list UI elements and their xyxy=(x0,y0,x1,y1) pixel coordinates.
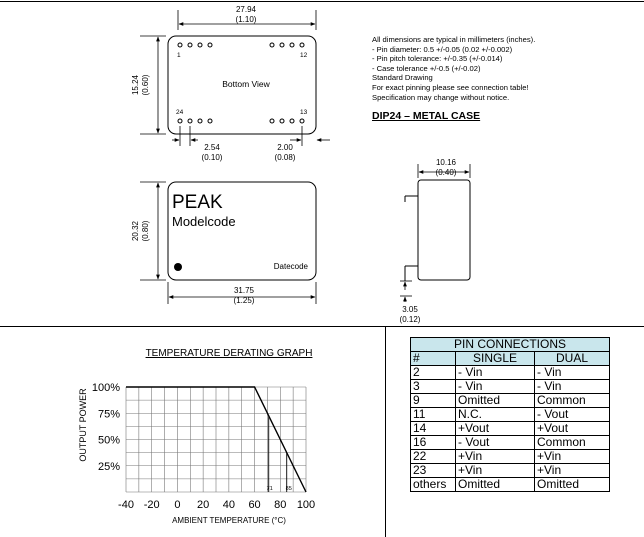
dual-value: Common xyxy=(535,394,610,408)
pitch-mm-label: 2.54 xyxy=(204,143,220,152)
graph-grid xyxy=(126,387,306,492)
table-row xyxy=(411,394,610,408)
marker-71-label: 71 xyxy=(266,486,273,492)
width-in-label: (1.10) xyxy=(235,15,257,24)
table-row xyxy=(411,422,610,436)
case-title: DIP24 – METAL CASE xyxy=(372,110,481,122)
pin-connections-table xyxy=(410,337,610,492)
case-width-in-label: (1.25) xyxy=(233,296,255,305)
single-value: Omitted xyxy=(456,394,535,408)
graph-title: TEMPERATURE DERATING GRAPH xyxy=(145,348,313,359)
pin-13-label: 13 xyxy=(300,109,308,116)
marker-85-label: 85 xyxy=(285,486,292,492)
dual-value: +Vout xyxy=(535,422,610,436)
pin-number: 14 xyxy=(411,422,456,436)
single-value: Omitted xyxy=(456,478,535,492)
case-height-in-label: (0.80) xyxy=(141,220,150,242)
pin-number: 23 xyxy=(411,464,456,478)
dual-value: +Vin xyxy=(535,450,610,464)
table-row xyxy=(411,408,610,422)
single-value: +Vout xyxy=(456,422,535,436)
date-label: Datecode xyxy=(273,262,308,271)
graph-xlabel: AMBIENT TEMPERATURE (°C) xyxy=(172,516,286,525)
x-tick-40: 40 xyxy=(222,499,235,511)
table-row xyxy=(411,450,610,464)
table-row xyxy=(411,436,610,450)
model-label: Modelcode xyxy=(172,214,236,229)
pin-number: 9 xyxy=(411,394,456,408)
x-tick-100: 100 xyxy=(296,499,316,511)
single-value: - Vin xyxy=(456,380,535,394)
pin-1-label: 1 xyxy=(177,52,181,59)
y-tick-25: 25% xyxy=(97,460,120,473)
table-row xyxy=(411,366,610,380)
note-line-5: Standard Drawing xyxy=(372,73,433,83)
y-tick-100: 100% xyxy=(91,382,120,394)
edge-in-label: (0.08) xyxy=(274,153,296,162)
x-tick-minus20: -20 xyxy=(143,499,160,511)
x-tick-0: 0 xyxy=(174,499,181,511)
header-pin: # xyxy=(411,352,456,366)
note-line-4: - Case tolerance +/-0.5 (+/-0.02) xyxy=(372,63,481,73)
table-row xyxy=(411,478,610,492)
dual-value: +Vin xyxy=(535,464,610,478)
graph-tick-labels xyxy=(92,382,315,511)
brand-label: PEAK xyxy=(172,192,223,213)
derating-graph xyxy=(78,348,315,525)
dual-value: - Vout xyxy=(535,408,610,422)
pin-number: 11 xyxy=(411,408,456,422)
pin-12-label: 12 xyxy=(300,52,308,59)
table-row xyxy=(411,464,610,478)
note-line-2: - Pin diameter: 0.5 +/-0.05 (0.02 +/-0.002) xyxy=(372,44,513,54)
case-height-mm-label: 20.32 xyxy=(131,220,140,242)
single-value: - Vout xyxy=(456,436,535,450)
note-line-3: - Pin pitch tolerance: +/-0.35 (+/-0.014) xyxy=(372,54,503,64)
pin-number: 22 xyxy=(411,450,456,464)
table-row xyxy=(411,380,610,394)
depth-mm-label: 10.16 xyxy=(435,158,457,167)
pin-len-in-label: (0.12) xyxy=(399,315,421,324)
x-tick-minus40: -40 xyxy=(118,499,134,511)
height-in-label: (0.60) xyxy=(141,74,150,96)
dual-value: Omitted xyxy=(535,478,610,492)
dual-value: Common xyxy=(535,436,610,450)
case-width-mm-label: 31.75 xyxy=(233,286,255,295)
dual-value: - Vin xyxy=(535,366,610,380)
pin-number: 16 xyxy=(411,436,456,450)
single-value: - Vin xyxy=(456,366,535,380)
dual-value: - Vin xyxy=(535,380,610,394)
pin-number: 3 xyxy=(411,380,456,394)
y-tick-75: 75% xyxy=(97,408,120,421)
header-single: SINGLE xyxy=(456,352,535,366)
edge-mm-label: 2.00 xyxy=(277,143,293,152)
top-view xyxy=(131,182,316,305)
note-line-7: Specification may change without notice. xyxy=(372,92,510,102)
notes-block xyxy=(372,35,535,102)
pitch-in-label: (0.10) xyxy=(201,153,223,162)
side-pins xyxy=(405,196,418,281)
y-tick-50: 50% xyxy=(97,434,120,447)
single-value: +Vin xyxy=(456,464,535,478)
graph-ylabel: OUTPUT POWER xyxy=(78,388,88,462)
pin-table-title: PIN CONNECTIONS xyxy=(411,338,610,352)
x-tick-20: 20 xyxy=(197,499,210,511)
bottom-view xyxy=(131,5,330,162)
side-view xyxy=(400,158,470,324)
pin-number: others xyxy=(411,478,456,492)
pin-24-label: 24 xyxy=(176,109,184,116)
single-value: N.C. xyxy=(456,408,535,422)
x-tick-60: 60 xyxy=(248,499,261,511)
side-view-outline xyxy=(418,180,470,280)
bottom-view-label: Bottom View xyxy=(222,79,270,89)
note-line-1: All dimensions are typical in millimeters (inches). xyxy=(372,35,536,44)
pin-number: 2 xyxy=(411,366,456,380)
pin-len-mm-label: 3.05 xyxy=(402,305,418,314)
header-dual: DUAL xyxy=(535,352,610,366)
pin-1-marker xyxy=(174,263,182,271)
single-value: +Vin xyxy=(456,450,535,464)
x-tick-80: 80 xyxy=(274,499,287,511)
width-mm-label: 27.94 xyxy=(235,5,257,14)
note-line-6: For exact pinning please see connection table! xyxy=(372,82,529,92)
depth-in-label: (0.40) xyxy=(435,168,457,177)
height-mm-label: 15.24 xyxy=(131,74,140,96)
